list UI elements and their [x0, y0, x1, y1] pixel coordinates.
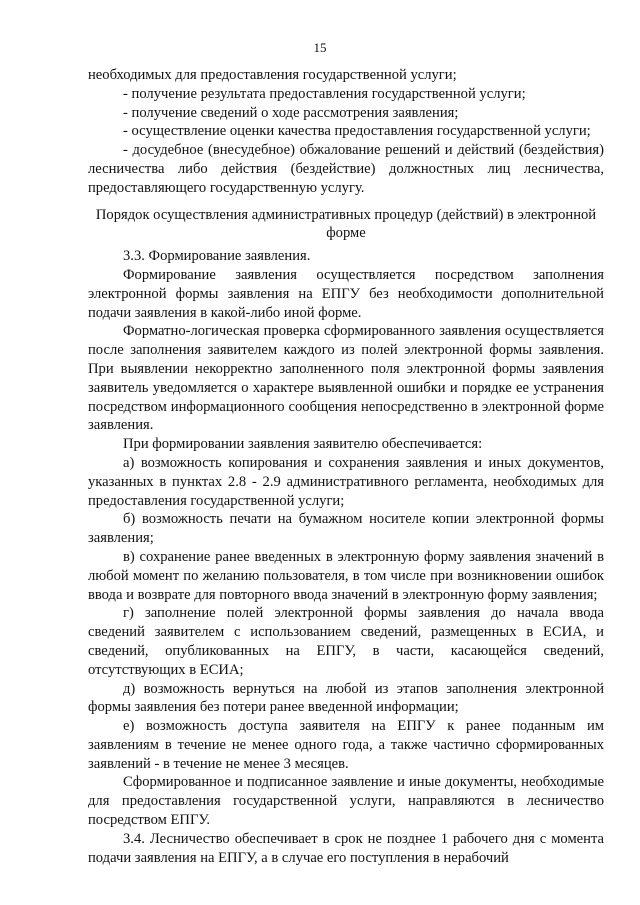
paragraph: Формирование заявления осуществляется посредством заполнения электронной формы заявления на ЕПГУ без необходимости дополнительной подачи заявления в какой-либо иной форме.	[88, 266, 604, 321]
paragraph: - получение сведений о ходе рассмотрения заявления;	[123, 104, 459, 121]
paragraph: При формировании заявления заявителю обеспечивается:	[123, 436, 483, 453]
list-item-v: в) сохранение ранее введенных в электронную форму заявления значений в любой момент по желанию пользователя, в том числе при возникновении ошибок ввода и возврате для повторного ввода значений в электронную форму заявления;	[88, 548, 604, 603]
paragraph: Сформированное и подписанное заявление и иные документы, необходимые для предоставления государственной услуги, направляются в лесничество посредством ЕПГУ.	[88, 774, 604, 829]
list-item-b: б) возможность печати на бумажном носителе копии электронной формы заявления;	[88, 511, 604, 547]
list-item-d: д) возможность вернуться на любой из этапов заполнения электронной формы заявления без потери ранее введенной информации;	[88, 680, 604, 716]
list-item-e: е) возможность доступа заявителя на ЕПГУ к ранее поданным им заявлениям в течение не менее одного года, а также частично сформированных заявлений - в течение не менее 3 месяцев.	[88, 718, 604, 772]
subsection-title: 3.3. Формирование заявления.	[123, 248, 311, 265]
paragraph: - осуществление оценки качества предоставления государственной услуги;	[123, 123, 591, 140]
paragraph: - получение результата предоставления государственной услуги;	[123, 85, 526, 102]
paragraph: 3.4. Лесничество обеспечивает в срок не позднее 1 рабочего дня с момента подачи заявления на ЕПГУ, а в случае его поступления в нерабочий	[88, 830, 604, 866]
paragraph: - досудебное (внесудебное) обжалование решений и действий (бездействия) лесничества либо действия (бездействие) должностных лиц лесничества, предоставляющего государственную услугу.	[88, 142, 604, 196]
section-heading: Порядок осуществления административных процедур (действий) в электронной форме	[95, 206, 597, 242]
paragraph: Форматно-логическая проверка сформированного заявления осуществляется после заполнения заявителем каждого из полей электронной формы заявления. При выявлении некорректно заполненного поля электронной формы заявления заявитель уведомляется о характере выявленной ошибки и порядке ее устранения посредством информационного сообщения непосредственно в электронной форме заявления.	[88, 323, 604, 434]
list-item-g: г) заполнение полей электронной формы заявления до начала ввода сведений заявителем с использованием сведений, размещенных в ЕСИА, и сведений, опубликованных на ЕПГУ, в части, касающейся сведений, отсутствующих в ЕСИА;	[88, 605, 604, 678]
list-item-a: а) возможность копирования и сохранения заявления и иных документов, указанных в пунктах 2.8 - 2.9 административного регламента, необходимых для предоставления государственной услуги;	[88, 454, 604, 509]
page-number: 15	[313, 40, 327, 55]
document-body	[88, 66, 604, 867]
paragraph: необходимых для предоставления государственной услуги;	[88, 67, 457, 83]
